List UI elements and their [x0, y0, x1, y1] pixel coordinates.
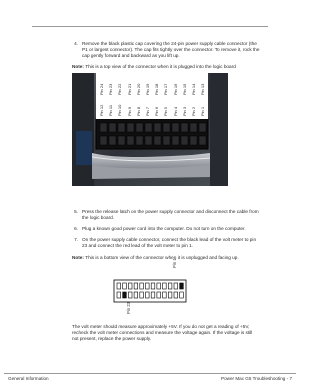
diagram-pin — [128, 292, 132, 298]
diagram-pin — [157, 292, 161, 298]
diagram-pin — [151, 283, 155, 289]
step-6-number: 6. — [74, 226, 78, 231]
diagram-pin — [163, 283, 167, 289]
diagram-pin — [174, 292, 178, 298]
closing-line-2: recheck the volt meter connections and measure the voltage again. If the voltage is still — [72, 330, 253, 335]
footer-left: General Information — [8, 376, 49, 381]
pin-label: Pin 19 — [145, 83, 150, 95]
diagram-pin — [168, 292, 172, 298]
note-top-view — [72, 64, 236, 70]
diagram-pin — [146, 292, 150, 298]
diagram-pin — [151, 292, 155, 298]
diagram-pin — [146, 283, 150, 289]
diagram-pin — [117, 292, 121, 298]
diagram-pin — [157, 283, 161, 289]
diagram-pin — [180, 292, 184, 298]
pin-label: Pin 17 — [163, 83, 169, 95]
diagram-pin — [168, 283, 172, 289]
pin-label: Pin 2 — [191, 106, 196, 116]
pin-label: Pin 24 — [99, 83, 104, 95]
closing-line-1: The volt meter should measure approximately +5V. If you do not get a reading of +5V, — [72, 324, 250, 329]
pin-1-label: Pin 1 — [172, 258, 177, 268]
pin-label: Pin 14 — [191, 83, 196, 95]
pin-label: Pin 9 — [126, 106, 132, 116]
note-label: Note: — [72, 64, 84, 69]
pin-label: Pin 23 — [108, 83, 114, 95]
diagram-pin — [128, 283, 132, 289]
diagram-pin — [123, 283, 127, 289]
note-text: This is a bottom view of the connector when it is unplugged and facing up. — [83, 255, 239, 260]
diagram-pin — [140, 292, 144, 298]
diagram-pin — [123, 292, 127, 298]
step-4-number: 4. — [74, 41, 78, 46]
pin-label: Pin 1 — [200, 106, 206, 116]
pin-label: Pin 16 — [172, 83, 178, 95]
diagram-pin — [117, 283, 121, 289]
pin-label: Pin 8 — [135, 106, 141, 116]
pin-label: Pin 6 — [154, 106, 160, 116]
diagram-pin — [134, 292, 138, 298]
step-4-line-1: Remove the black plastic cap covering the 24-pin power supply cable connector (the — [82, 41, 257, 46]
pin-label: Pin 11 — [108, 104, 114, 116]
note-text: This is a top view of the connector when it is plugged into the logic board — [83, 64, 236, 69]
footer-rule — [4, 373, 296, 374]
closing-line-3: not present, replace the power supply. — [72, 336, 152, 341]
note-label: Note: — [72, 255, 84, 260]
pin-label: Pin 18 — [154, 83, 160, 95]
pin-label: Pin 4 — [172, 106, 178, 116]
step-4-line-3: cap gently forward and backward as you lift up. — [82, 53, 180, 58]
pin-label: Pin 12 — [99, 104, 104, 116]
pin-label: Pin 7 — [145, 106, 150, 116]
step-5-number: 5. — [74, 209, 78, 214]
pin-diagram — [112, 258, 188, 320]
diagram-pin — [163, 292, 167, 298]
header-rule — [32, 26, 268, 27]
pin-label: Pin 21 — [126, 83, 132, 95]
diagram-pin — [134, 283, 138, 289]
pin-label: Pin 15 — [181, 83, 187, 95]
pin-label: Pin 5 — [163, 106, 169, 116]
diagram-pin — [140, 283, 144, 289]
pin-label: Pin 22 — [117, 83, 123, 95]
step-7-line-2: 23 and connect the red lead of the volt meter to pin 1. — [82, 243, 194, 248]
footer-right: Power Mac G5 Troubleshooting - 7 — [221, 376, 292, 381]
pin-label: Pin 20 — [135, 83, 141, 95]
pin-label: Pin 3 — [181, 106, 187, 116]
note-bottom-view — [72, 255, 239, 261]
pin-label: Pin 10 — [117, 104, 123, 116]
step-5-line-1: Press the release latch on the power supply connector and disconnect the cable from — [82, 209, 259, 214]
pin-23-label: Pin 23 — [126, 302, 131, 314]
pin-label: Pin 13 — [200, 83, 206, 95]
diagram-pin — [180, 283, 184, 289]
step-4-line-2: P1 or largest connector). The cap fits tightly over the connector. To remove it, rock the — [82, 47, 260, 52]
step-7-number: 7. — [74, 237, 78, 242]
step-6-line-1: Plug a known good power cord into the computer. Do not turn on the computer. — [82, 226, 246, 231]
step-7-line-1: On the power supply cable connector, connect the black lead of the volt meter to pin — [82, 237, 257, 242]
diagram-pin — [174, 283, 178, 289]
step-5-line-2: the logic board. — [82, 215, 115, 220]
